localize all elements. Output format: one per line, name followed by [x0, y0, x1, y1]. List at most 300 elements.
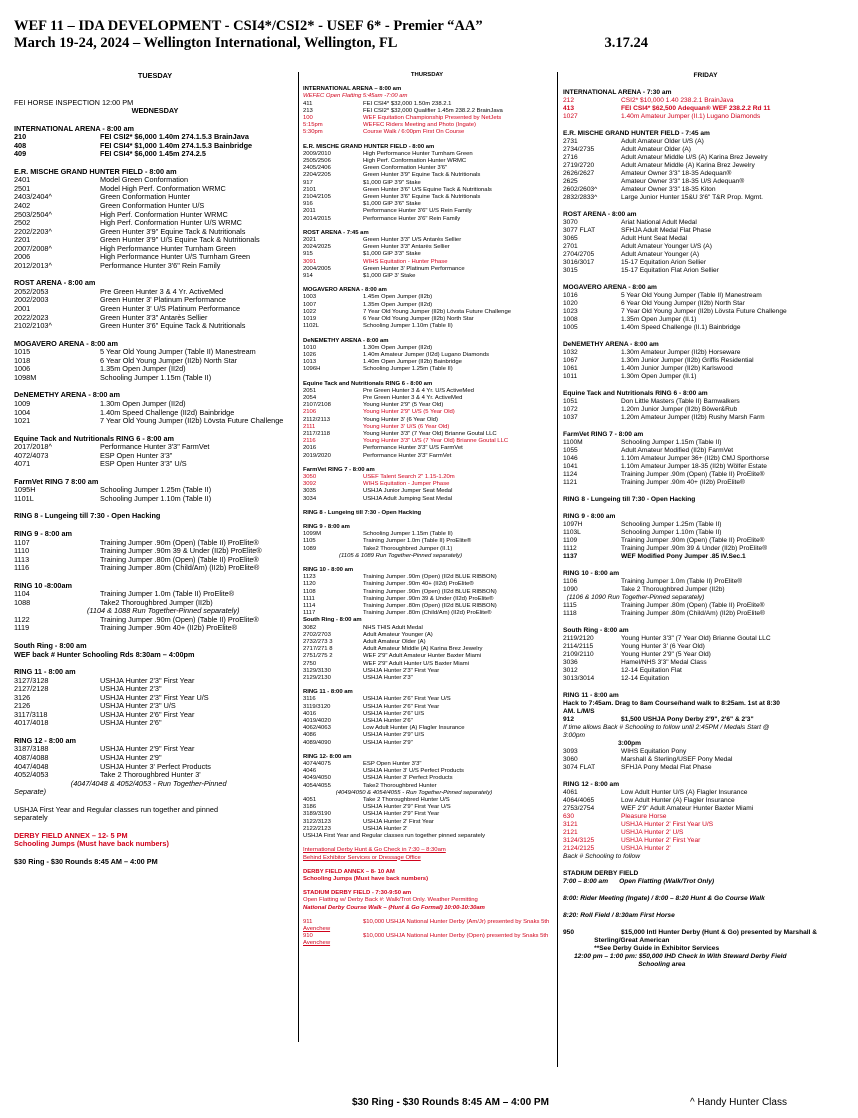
- class-row: [14, 771, 296, 780]
- class-number: 2405/2406: [303, 165, 331, 172]
- thursday-column: [303, 72, 551, 948]
- class-row: [303, 101, 551, 108]
- section-heading: $30 Ring - $30 Rounds 8:45 AM – 4:00 PM: [14, 857, 158, 866]
- class-number: 2129/2130: [303, 675, 331, 682]
- class-description: WEF 2'9" Adult Amateur Hunter Baxter Miami: [621, 805, 754, 812]
- class-description: Large Junior Hunter 15&U 3'6" T&R Prop. Mgmt.: [621, 194, 764, 201]
- class-number: 4074/4075: [303, 761, 331, 768]
- class-number: 2401: [14, 176, 31, 185]
- class-number: 3189/3190: [303, 811, 331, 818]
- class-row: [303, 481, 551, 488]
- class-row: [303, 639, 551, 646]
- class-description: USHJA Hunter 2': [621, 845, 671, 852]
- class-description: Low Adult Hunter (A) Flagler Insurance: [363, 725, 465, 732]
- class-description: 12-14 Equitation: [621, 675, 670, 682]
- class-description: USHJA Hunter 2'9" First Year: [100, 745, 195, 754]
- class-row: [303, 453, 551, 460]
- class-number: 1018: [14, 356, 31, 365]
- class-description: Adult Amateur Younger (A): [363, 631, 433, 638]
- class-row: [14, 228, 296, 237]
- class-description: Don Little Masters (Table II) Barnwalkers: [621, 398, 740, 405]
- footer-rounds: $30 Ring - $30 Rounds 8:45 AM – 4:00 PM: [352, 1097, 549, 1108]
- class-description: FEI CSI4* $62,500 Adequan® WEF 238.2.2 Rd 11: [621, 105, 771, 112]
- class-number: 912: [563, 716, 575, 723]
- class-number: 1137: [563, 553, 578, 560]
- spacer: [563, 618, 848, 627]
- class-number: 1021: [14, 417, 31, 426]
- class-description: 1.20m Junior Jumper (II2b) Böwer&Rub: [621, 406, 738, 413]
- class-description: Schooling Jumper 1.10m (Table II): [100, 494, 212, 503]
- class-description: USHJA Hunter 2' U/S: [621, 829, 684, 836]
- section-heading: ROST ARENA - 7:45 am: [303, 229, 369, 236]
- class-row: [303, 496, 551, 503]
- class-description: Young Hunter 3'3" (7 Year Old) Brianne Goutal LLC: [363, 430, 497, 437]
- spacer: [563, 332, 848, 341]
- class-description: WEF 2'9" Adult Hunter U/S Baxter Miami: [363, 660, 470, 667]
- class-row: [14, 719, 296, 728]
- class-row: [563, 357, 848, 365]
- section-heading: AM. L/M/S: [563, 708, 595, 715]
- class-number: 916: [303, 201, 313, 208]
- section-heading: E.R. MISCHE GRAND HUNTER FIELD - 8:00 am: [303, 143, 435, 150]
- class-number: 3070: [563, 219, 578, 226]
- class-row: [563, 398, 848, 406]
- class-row: [563, 929, 848, 937]
- class-row: [303, 438, 551, 445]
- class-row: [563, 227, 848, 235]
- class-description: CSI2* $10,000 1.40 238.2.1 BrainJava: [621, 97, 734, 104]
- class-row: [303, 115, 551, 122]
- note-line: separately: [14, 814, 48, 823]
- class-row: [303, 819, 551, 826]
- spacer: [14, 659, 296, 668]
- class-description: 15-17 Equitation Arion Sellier: [621, 259, 707, 266]
- class-description: Model High Perf. Conformation WRMC: [100, 184, 226, 193]
- class-row: [563, 845, 848, 853]
- class-row: [14, 365, 296, 374]
- class-row: [14, 262, 296, 271]
- class-description: Training Jumper .80m (Open) (II2d BLUE RIBBON): [363, 603, 497, 609]
- class-number: 1097H: [563, 521, 583, 528]
- class-row: [563, 716, 848, 724]
- spacer: [303, 503, 551, 510]
- class-number: 2403/2404^: [14, 193, 52, 202]
- class-number: 2002/2003: [14, 296, 49, 305]
- class-row: [563, 748, 848, 756]
- class-number: 1106: [563, 578, 578, 585]
- class-number: 2732/273 3: [303, 639, 333, 646]
- class-description: WEF Modified Pony Jumper .85 IV.Sec.1: [621, 553, 746, 560]
- section-heading: RING 10 - 8:00 am: [303, 566, 354, 573]
- class-row: [303, 804, 551, 811]
- class-description: Low Adult Hunter (A) Flagler Insurance: [621, 797, 735, 804]
- spacer: [303, 747, 551, 754]
- section-heading: FarmVet RING 7 - 8:00 am: [563, 431, 644, 438]
- class-row: [563, 813, 848, 821]
- class-description: 1.45m Open Jumper (II2b): [363, 294, 433, 301]
- spacer: [303, 79, 551, 86]
- class-number: 2122/2123: [303, 825, 331, 832]
- class-description: Take2 Thoroughbred Jumper (II.1): [363, 545, 453, 552]
- section-heading: FarmVet RING 7 - 8:00 am: [303, 466, 375, 473]
- class-description: 12-14 Equitation Flat: [621, 667, 682, 674]
- class-row: [303, 538, 551, 545]
- class-row: [563, 138, 848, 146]
- class-number: 1098M: [14, 373, 37, 382]
- section-heading: DERBY FIELD ANNEX – 8- 10 AM: [303, 868, 395, 875]
- class-description: 1.30m Open Jumper (II.1): [621, 373, 697, 380]
- class-number: 1051: [563, 398, 578, 405]
- spacer: [563, 903, 848, 912]
- spacer: [303, 883, 551, 890]
- class-number: 2022/2023: [14, 313, 49, 322]
- section-heading: 7:00 – 8:00 am Open Flatting (Walk/Trot Only): [563, 878, 715, 885]
- class-number: 1121: [563, 479, 578, 486]
- class-number: 2109/2110: [563, 651, 594, 658]
- class-row: [563, 251, 848, 259]
- section-heading: RING 12 - 8:00 am: [563, 781, 620, 788]
- class-number: 914: [303, 273, 313, 280]
- class-row: [563, 463, 848, 471]
- class-row: [14, 202, 296, 211]
- section-heading: MOGAVERO ARENA - 8:00 am: [563, 284, 657, 291]
- class-description: 1.40m Speed Challenge (II2d) Bainbridge: [100, 408, 235, 417]
- class-number: 1116: [14, 564, 30, 573]
- class-description: Adult Amateur Modified (II2b) FarmVet: [621, 447, 734, 454]
- class-number: 2702/2703: [303, 631, 331, 638]
- class-description: USHJA Junior Jumper Seat Medal: [363, 488, 453, 495]
- class-number: 212: [563, 97, 575, 104]
- class-number: 2001: [14, 305, 31, 314]
- spacer: [563, 683, 848, 692]
- class-description: USHJA Hunter 2'6" First Year U/S: [363, 696, 451, 703]
- class-number: 2016: [303, 445, 317, 452]
- class-row: [563, 267, 848, 275]
- class-number: 1117: [303, 610, 316, 617]
- page-header: [14, 18, 844, 52]
- class-description: Adult Amateur Middle (A) Karina Brez Jewelry: [363, 646, 483, 653]
- class-number: 3119/3120: [303, 703, 331, 710]
- class-number: 4062/4063: [303, 725, 331, 732]
- class-row: [303, 216, 551, 223]
- class-row: [303, 603, 551, 610]
- class-number: 1099M: [303, 531, 322, 538]
- class-number: 2751/275 2: [303, 653, 333, 660]
- class-number: 1005: [563, 324, 578, 331]
- class-row: [563, 797, 848, 805]
- class-number: 413: [563, 105, 575, 112]
- class-number: 1041: [563, 463, 578, 470]
- class-number: 4087/4088: [14, 754, 49, 762]
- class-description: Green Hunter 3'3" Antarès Sellier: [100, 313, 208, 322]
- class-description: WIHS Equitation - Jumper Phase: [363, 481, 450, 488]
- class-description: Training Jumper .90m 39 & Under (II2b) ProElite®: [100, 547, 262, 556]
- class-number: 1102L: [303, 323, 319, 330]
- class-description: Amateur Owner 3'3" 18-35 U/S Adequan®: [621, 178, 745, 185]
- class-row: [14, 694, 296, 703]
- class-row: [563, 471, 848, 479]
- spacer: [14, 116, 296, 125]
- class-row: [303, 696, 551, 703]
- class-row: [14, 624, 296, 633]
- spacer: [14, 849, 296, 858]
- class-description: 5 Year Old Young Jumper (Table II) Manestream: [621, 292, 762, 299]
- class-number: 3129/3130: [303, 667, 331, 674]
- class-description: Schooling Jumper 1.25m (Table II): [621, 521, 722, 528]
- class-number: 3035: [303, 488, 317, 495]
- class-row: [303, 919, 551, 926]
- class-number: 1108: [303, 588, 316, 595]
- section-heading: Hack to 7:45am. Drag to 8am Course/hand walk to 8:25am. 1st at 8:30: [563, 700, 780, 707]
- class-row: [563, 406, 848, 414]
- class-description: Adult Amateur Younger U/S (A): [621, 243, 712, 250]
- class-description: 1.30m Open Jumper (II2d): [363, 344, 433, 351]
- class-number: 2204/2205: [303, 172, 331, 179]
- class-number: 1100M: [563, 439, 583, 446]
- class-number: 1013: [303, 359, 317, 366]
- note-line: (1106 & 1090 Run Together-Pinned separately): [563, 594, 705, 601]
- spacer: [303, 840, 551, 847]
- class-number: 210: [14, 133, 27, 142]
- class-row: [303, 596, 551, 603]
- class-row: [303, 402, 551, 409]
- class-description: USHJA Hunter 2'3" First Year: [100, 676, 195, 685]
- class-number: 915: [303, 251, 313, 258]
- section-heading: RING 10 - 8:00 am: [563, 570, 620, 577]
- class-row: [303, 581, 551, 588]
- class-row: [303, 366, 551, 373]
- class-row: [303, 661, 551, 668]
- section-heading: RING 8 - Lungeing till 7:30 - Open Hacking: [303, 509, 422, 516]
- class-number: 3050: [303, 473, 317, 480]
- class-description: Green Hunter 3'3" U/S Antarès Sellier: [363, 237, 462, 244]
- class-number: 2111: [303, 423, 316, 430]
- class-number: 2011: [303, 208, 316, 215]
- class-number: 2202/2203^: [14, 227, 52, 236]
- section-heading: E.R. MISCHE GRAND HUNTER FIELD - 8:00 am: [14, 167, 177, 176]
- class-description: $10,000 USHJA National Hunter Derby (Open) presented by Snaks 5th: [363, 933, 549, 940]
- class-number: 2106: [303, 409, 317, 416]
- class-description: Low Adult Hunter U/S (A) Flagler Insurance: [621, 789, 748, 796]
- spacer: [14, 382, 296, 391]
- class-row: [563, 789, 848, 797]
- section-heading: MOGAVERO ARENA - 8:00 am: [14, 339, 118, 348]
- class-row: [14, 374, 296, 383]
- class-description: 1.20m Amateur Jumper (II2b) Rushy Marsh Farm: [621, 414, 765, 421]
- section-heading: INTERNATIONAL ARENA – 8:00 am: [303, 86, 402, 93]
- class-row: [303, 172, 551, 179]
- class-number: 630: [563, 813, 575, 820]
- class-number: 408: [14, 141, 27, 150]
- class-row: [563, 805, 848, 813]
- class-row: [303, 775, 551, 782]
- class-number: 4071: [14, 460, 31, 469]
- class-description: Take2 Thoroughbred Jumper (II2b): [100, 598, 213, 607]
- spacer: [563, 561, 848, 570]
- class-row: [14, 745, 296, 754]
- spacer: [14, 90, 296, 99]
- class-row: [563, 170, 848, 178]
- class-row: [563, 447, 848, 455]
- class-description: Adult Amateur Younger (A): [621, 251, 700, 258]
- class-row: [563, 659, 848, 667]
- class-row: [303, 431, 551, 438]
- class-description: Green Conformation Hunter U/S: [100, 202, 205, 211]
- class-row: [14, 590, 296, 599]
- class-description: 1.40m Amateur Jumper (II2d) Lugano Diamonds: [363, 351, 490, 358]
- class-row: [303, 151, 551, 158]
- class-number: 2701: [563, 243, 578, 250]
- note-line: (1104 & 1088 Run Together-Pinned separately): [14, 607, 240, 616]
- class-description: Schooling Jumper 1.10m (Table II): [621, 529, 722, 536]
- class-row: [563, 651, 848, 659]
- class-number: 3124/3125: [563, 837, 595, 844]
- class-description: 6 Year Old Young Jumper (II2b) North Star: [621, 300, 745, 307]
- section-heading: Sterling/Great American: [563, 937, 670, 944]
- class-description: Adult Amateur Older U/S (A): [621, 138, 704, 145]
- section-heading: RING 11 - 8:00 am: [14, 668, 76, 677]
- class-row: [303, 761, 551, 768]
- spacer: [303, 223, 551, 230]
- section-heading: ROST ARENA - 8:00 am: [563, 211, 637, 218]
- class-number: 2017/2018^: [14, 443, 52, 452]
- section-heading: MOGAVERO ARENA - 8:00 am: [303, 287, 387, 294]
- class-number: 1016: [563, 292, 578, 299]
- class-row: [14, 357, 296, 366]
- class-row: [303, 675, 551, 682]
- section-heading: RING 10 -8:00am: [14, 581, 72, 590]
- class-row: [303, 531, 551, 538]
- class-description: Hamel/NHS 3'3" Medal Class: [621, 659, 707, 666]
- class-description: Pre Green Hunter 3 & 4 Yr. ActiveMed: [363, 394, 463, 401]
- class-description: USHJA Hunter 2'6": [100, 719, 162, 728]
- section-heading: South Ring - 8:00 am: [563, 627, 629, 634]
- class-description: Young Hunter 2'9" (5 Year Old): [363, 402, 444, 409]
- class-description: WEF Equitation Championship Presented by NetJets: [363, 115, 502, 122]
- note-line: International Derby Hunt & Go Check in 7:30 – 8:30am: [303, 847, 446, 854]
- class-description: Training Jumper .90m (Open) (Table II) ProElite®: [100, 538, 259, 547]
- class-description: High Performance Hunter Turnham Green: [363, 150, 473, 157]
- class-number: 4052/4053: [14, 771, 49, 780]
- class-number: 1032: [563, 349, 578, 356]
- class-row: [303, 294, 551, 301]
- class-description: Young Hunter 3' (6 Year Old): [363, 416, 438, 423]
- class-description: FEI CSI4* $32,000 1.50m 238.2.1: [363, 100, 452, 107]
- class-row: [303, 122, 551, 129]
- class-description: Performance Hunter 3'3" U/S FarmVet: [363, 445, 463, 452]
- class-number: 911: [303, 918, 313, 925]
- class-number: 2112/2113: [303, 416, 330, 423]
- class-number: 1003: [303, 294, 317, 301]
- class-description: Training Jumper .90m 40+ (II2b) ProElite®: [621, 479, 745, 486]
- class-row: [14, 417, 296, 426]
- class-description: $15,000 Intl Hunter Derby (Hunt & Go) presented by Marshall &: [621, 929, 818, 936]
- class-number: 409: [14, 150, 27, 159]
- class-description: Schooling Jumper 1.15m (Table II): [100, 373, 212, 382]
- tuesday-wednesday-column: [14, 72, 296, 866]
- class-description: Young Hunter 2'9" (5 Year Old): [621, 651, 711, 658]
- class-row: [563, 635, 848, 643]
- class-number: 1104: [14, 590, 30, 599]
- class-number: 1004: [14, 408, 31, 417]
- class-number: 1015: [14, 348, 31, 357]
- spacer: [303, 137, 551, 144]
- class-number: 2051: [303, 387, 317, 394]
- class-description: Training Jumper .90m 39 & Under (II2d) ProElite®: [363, 595, 494, 602]
- class-row: [303, 740, 551, 747]
- class-number: 4064/4065: [563, 797, 595, 804]
- class-description: USHJA Hunter 2': [363, 825, 408, 832]
- class-number: 4047/4048: [14, 762, 49, 771]
- class-row: [563, 373, 848, 381]
- class-row: [303, 345, 551, 352]
- class-row: [14, 211, 296, 220]
- class-row: [563, 414, 848, 422]
- class-row: [303, 488, 551, 495]
- class-row: [14, 460, 296, 469]
- note-line: Back # Schooling to follow: [563, 853, 640, 860]
- class-row: [303, 309, 551, 316]
- class-row: [14, 564, 296, 573]
- section-heading: INTERNATIONAL ARENA - 7:30 am: [563, 89, 672, 96]
- class-number: 1114: [303, 603, 316, 609]
- class-number: 3121: [563, 821, 578, 828]
- class-description: USEF Talent Search 2" 1.15-1.20m: [363, 473, 455, 480]
- class-row: [303, 208, 551, 215]
- class-row: [14, 150, 296, 159]
- class-description: Green Hunter 3'6" Equine Tack & Nutritionals: [100, 322, 246, 331]
- class-number: 1105: [303, 538, 316, 545]
- class-row: [14, 616, 296, 625]
- class-description: Adult Amateur Middle U/S (A) Karina Brez Jewelry: [621, 154, 768, 161]
- class-row: [563, 316, 848, 324]
- class-description: NHS THIS Adult Medal: [363, 624, 423, 631]
- class-number: 100: [303, 115, 313, 122]
- note-line: (1105 & 1089 Run Together-Pinned separately): [303, 552, 463, 559]
- friday-column: [563, 72, 848, 969]
- class-number: 3077 FLAT: [563, 227, 596, 234]
- class-description: USHJA Hunter 2'6" First Year: [100, 710, 195, 719]
- class-description: 1.10m Amateur Jumper 18-35 (II2b) Wölfer Estate: [621, 463, 767, 470]
- class-description: USHJA Hunter 2'9": [100, 754, 162, 762]
- class-number: 1120: [303, 581, 316, 588]
- class-description: Performance Hunter 3'6" U/S Rein Family: [363, 208, 472, 215]
- class-number: 950: [563, 929, 575, 936]
- class-number: 3074 FLAT: [563, 764, 596, 771]
- class-description: FEI CSI4* $6,000 1.45m 274.2.5: [100, 150, 206, 159]
- class-number: 1124: [563, 471, 578, 478]
- class-row: [303, 316, 551, 323]
- class-description: 1.10m Amateur Jumper 36+ (II2b) CMJ Sporthorse: [621, 455, 770, 462]
- class-description: USHJA Hunter 2'3": [100, 685, 162, 694]
- class-number: 3117/3118: [14, 710, 48, 719]
- class-description: Schooling Jumper 1.15m (Table II): [363, 531, 453, 538]
- class-number: 1096H: [303, 366, 321, 373]
- class-number: 1061: [563, 365, 578, 372]
- class-description: Adult Amateur Older (A): [621, 146, 691, 153]
- class-description: Pre Green Hunter 3 & 4 Yr. U/S ActiveMed: [363, 387, 474, 394]
- note-line: FEI HORSE INSPECTION 12:00 PM: [14, 98, 134, 107]
- class-number: 3065: [563, 235, 578, 242]
- class-row: [303, 610, 551, 617]
- class-description: High Perf. Conformation Hunter U/S WRMC: [100, 219, 242, 228]
- class-number: 1109: [563, 537, 578, 544]
- class-number: 1037: [563, 414, 578, 421]
- revision-date: 3.17.24: [604, 35, 648, 51]
- class-number: 4017/4018: [14, 719, 49, 728]
- section-heading: 8:00: Rider Meeting (Ingate) / 8:00 – 8:20 Hunt & Go Course Walk: [563, 895, 765, 902]
- class-description: WEF 2'9" Adult Amateur Hunter Baxter Miami: [363, 653, 482, 660]
